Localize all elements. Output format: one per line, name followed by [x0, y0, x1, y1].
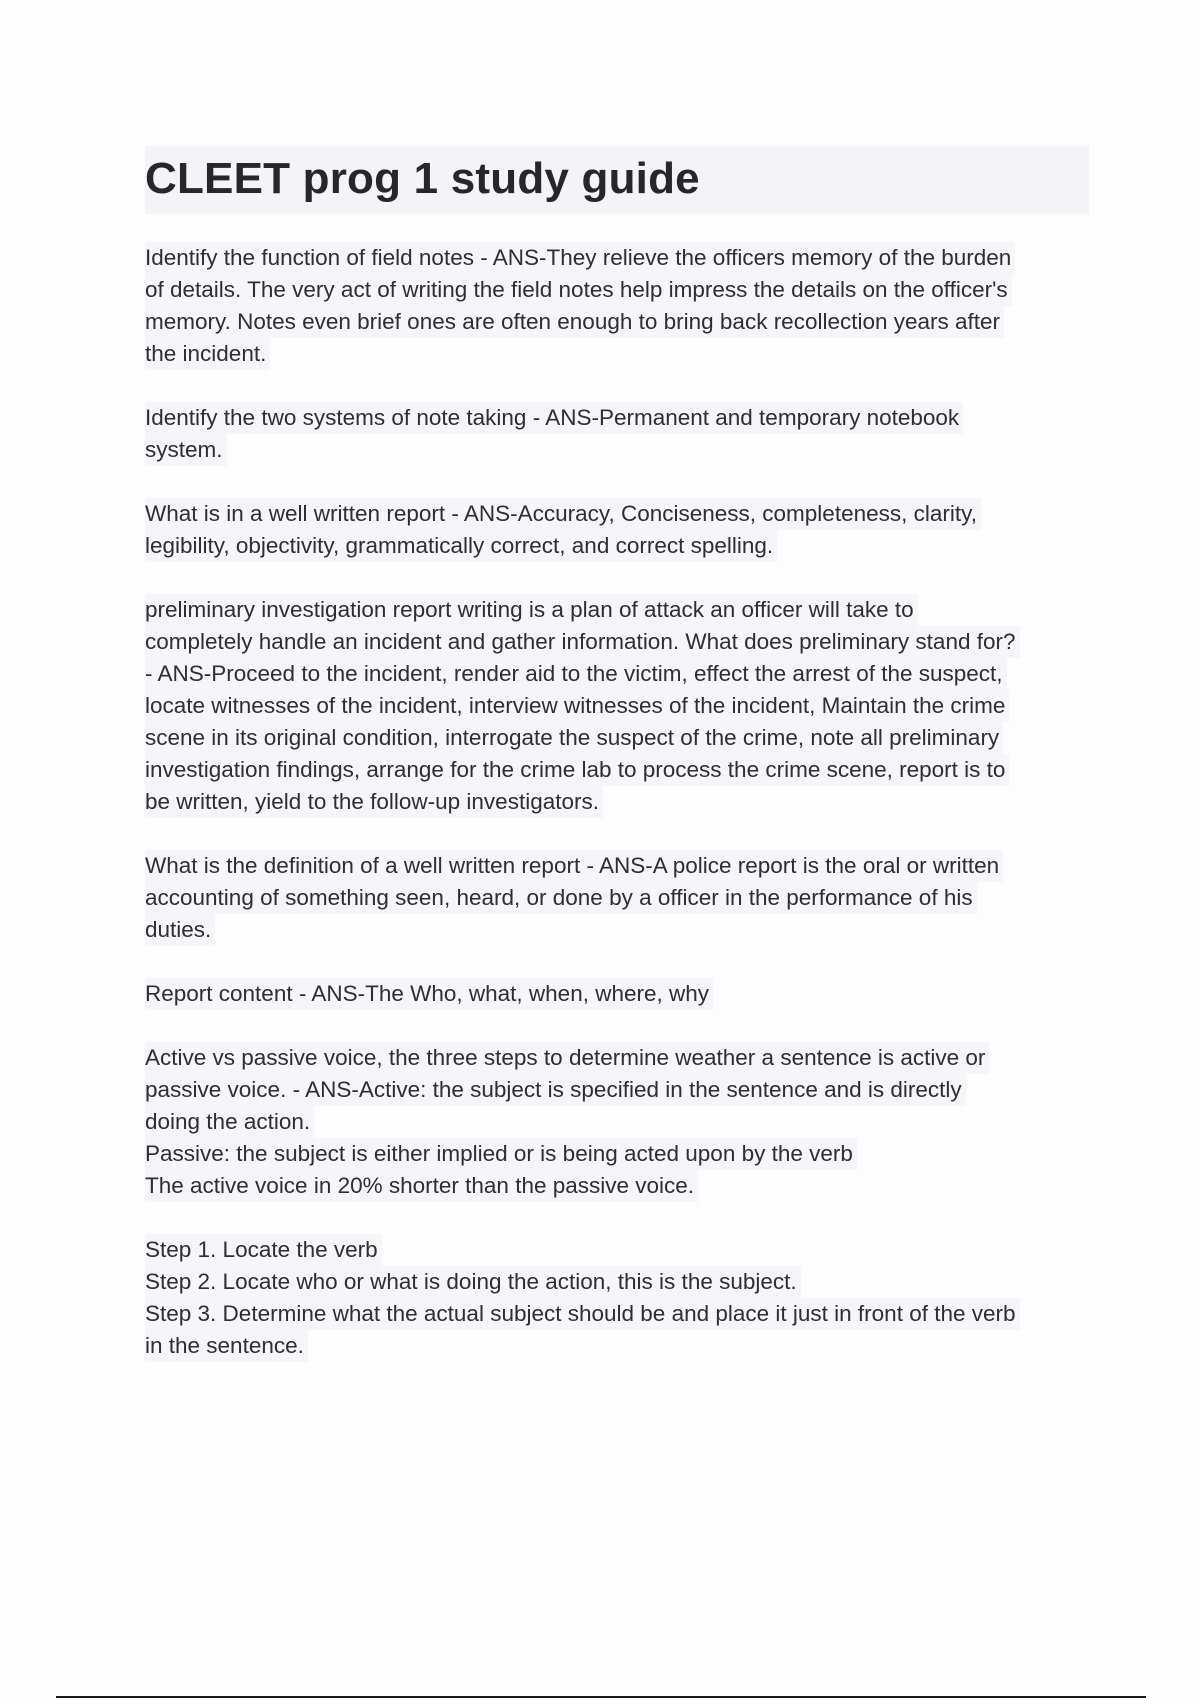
text-line: - ANS-Proceed to the incident, render aid to the victim, effect the arrest of the suspect, — [145, 658, 1007, 690]
qa-paragraph — [145, 594, 1089, 818]
qa-paragraph — [145, 242, 1089, 370]
text-line: Step 3. Determine what the actual subject should be and place it just in front of the verb — [145, 1298, 1020, 1330]
text-line: be written, yield to the follow-up investigators. — [145, 786, 603, 818]
text-line: accounting of something seen, heard, or done by a officer in the performance of his — [145, 882, 977, 914]
text-line: duties. — [145, 914, 215, 946]
page-title: CLEET prog 1 study guide — [145, 154, 700, 203]
text-line: the incident. — [145, 338, 270, 370]
text-line: What is in a well written report - ANS-Accuracy, Conciseness, completeness, clarity, — [145, 498, 981, 530]
text-line: Step 1. Locate the verb — [145, 1234, 382, 1266]
text-line: scene in its original condition, interrogate the suspect of the crime, note all preliminary — [145, 722, 1003, 754]
text-line: Passive: the subject is either implied or is being acted upon by the verb — [145, 1138, 857, 1170]
text-line: doing the action. — [145, 1106, 314, 1138]
qa-paragraph — [145, 402, 1089, 466]
text-line: of details. The very act of writing the field notes help impress the details on the officer's — [145, 274, 1012, 306]
qa-paragraph — [145, 978, 1089, 1010]
text-line: Identify the two systems of note taking - ANS-Permanent and temporary notebook — [145, 402, 963, 434]
text-line: Active vs passive voice, the three steps to determine weather a sentence is active or — [145, 1042, 989, 1074]
qa-paragraph — [145, 850, 1089, 946]
qa-paragraph — [145, 498, 1089, 562]
text-line: Report content - ANS-The Who, what, when, where, why — [145, 978, 713, 1010]
qa-paragraph — [145, 1234, 1089, 1362]
text-line: legibility, objectivity, grammatically correct, and correct spelling. — [145, 530, 777, 562]
text-line: investigation findings, arrange for the crime lab to process the crime scene, report is to — [145, 754, 1009, 786]
text-line: passive voice. - ANS-Active: the subject is specified in the sentence and is directly — [145, 1074, 966, 1106]
text-line: system. — [145, 434, 227, 466]
text-line: memory. Notes even brief ones are often enough to bring back recollection years after — [145, 306, 1004, 338]
title-block — [145, 146, 1089, 214]
text-line: The active voice in 20% shorter than the passive voice. — [145, 1170, 698, 1202]
text-line: completely handle an incident and gather information. What does preliminary stand for? — [145, 626, 1020, 658]
text-line: What is the definition of a well written report - ANS-A police report is the oral or written — [145, 850, 1003, 882]
footer-rule — [56, 1696, 1146, 1698]
text-line: in the sentence. — [145, 1330, 308, 1362]
text-line: Identify the function of field notes - ANS-They relieve the officers memory of the burden — [145, 242, 1015, 274]
text-line: locate witnesses of the incident, interview witnesses of the incident, Maintain the crime — [145, 690, 1009, 722]
text-line: preliminary investigation report writing is a plan of attack an officer will take to — [145, 594, 918, 626]
study-guide-content — [145, 242, 1089, 1394]
text-line: Step 2. Locate who or what is doing the action, this is the subject. — [145, 1266, 801, 1298]
qa-paragraph — [145, 1042, 1089, 1202]
